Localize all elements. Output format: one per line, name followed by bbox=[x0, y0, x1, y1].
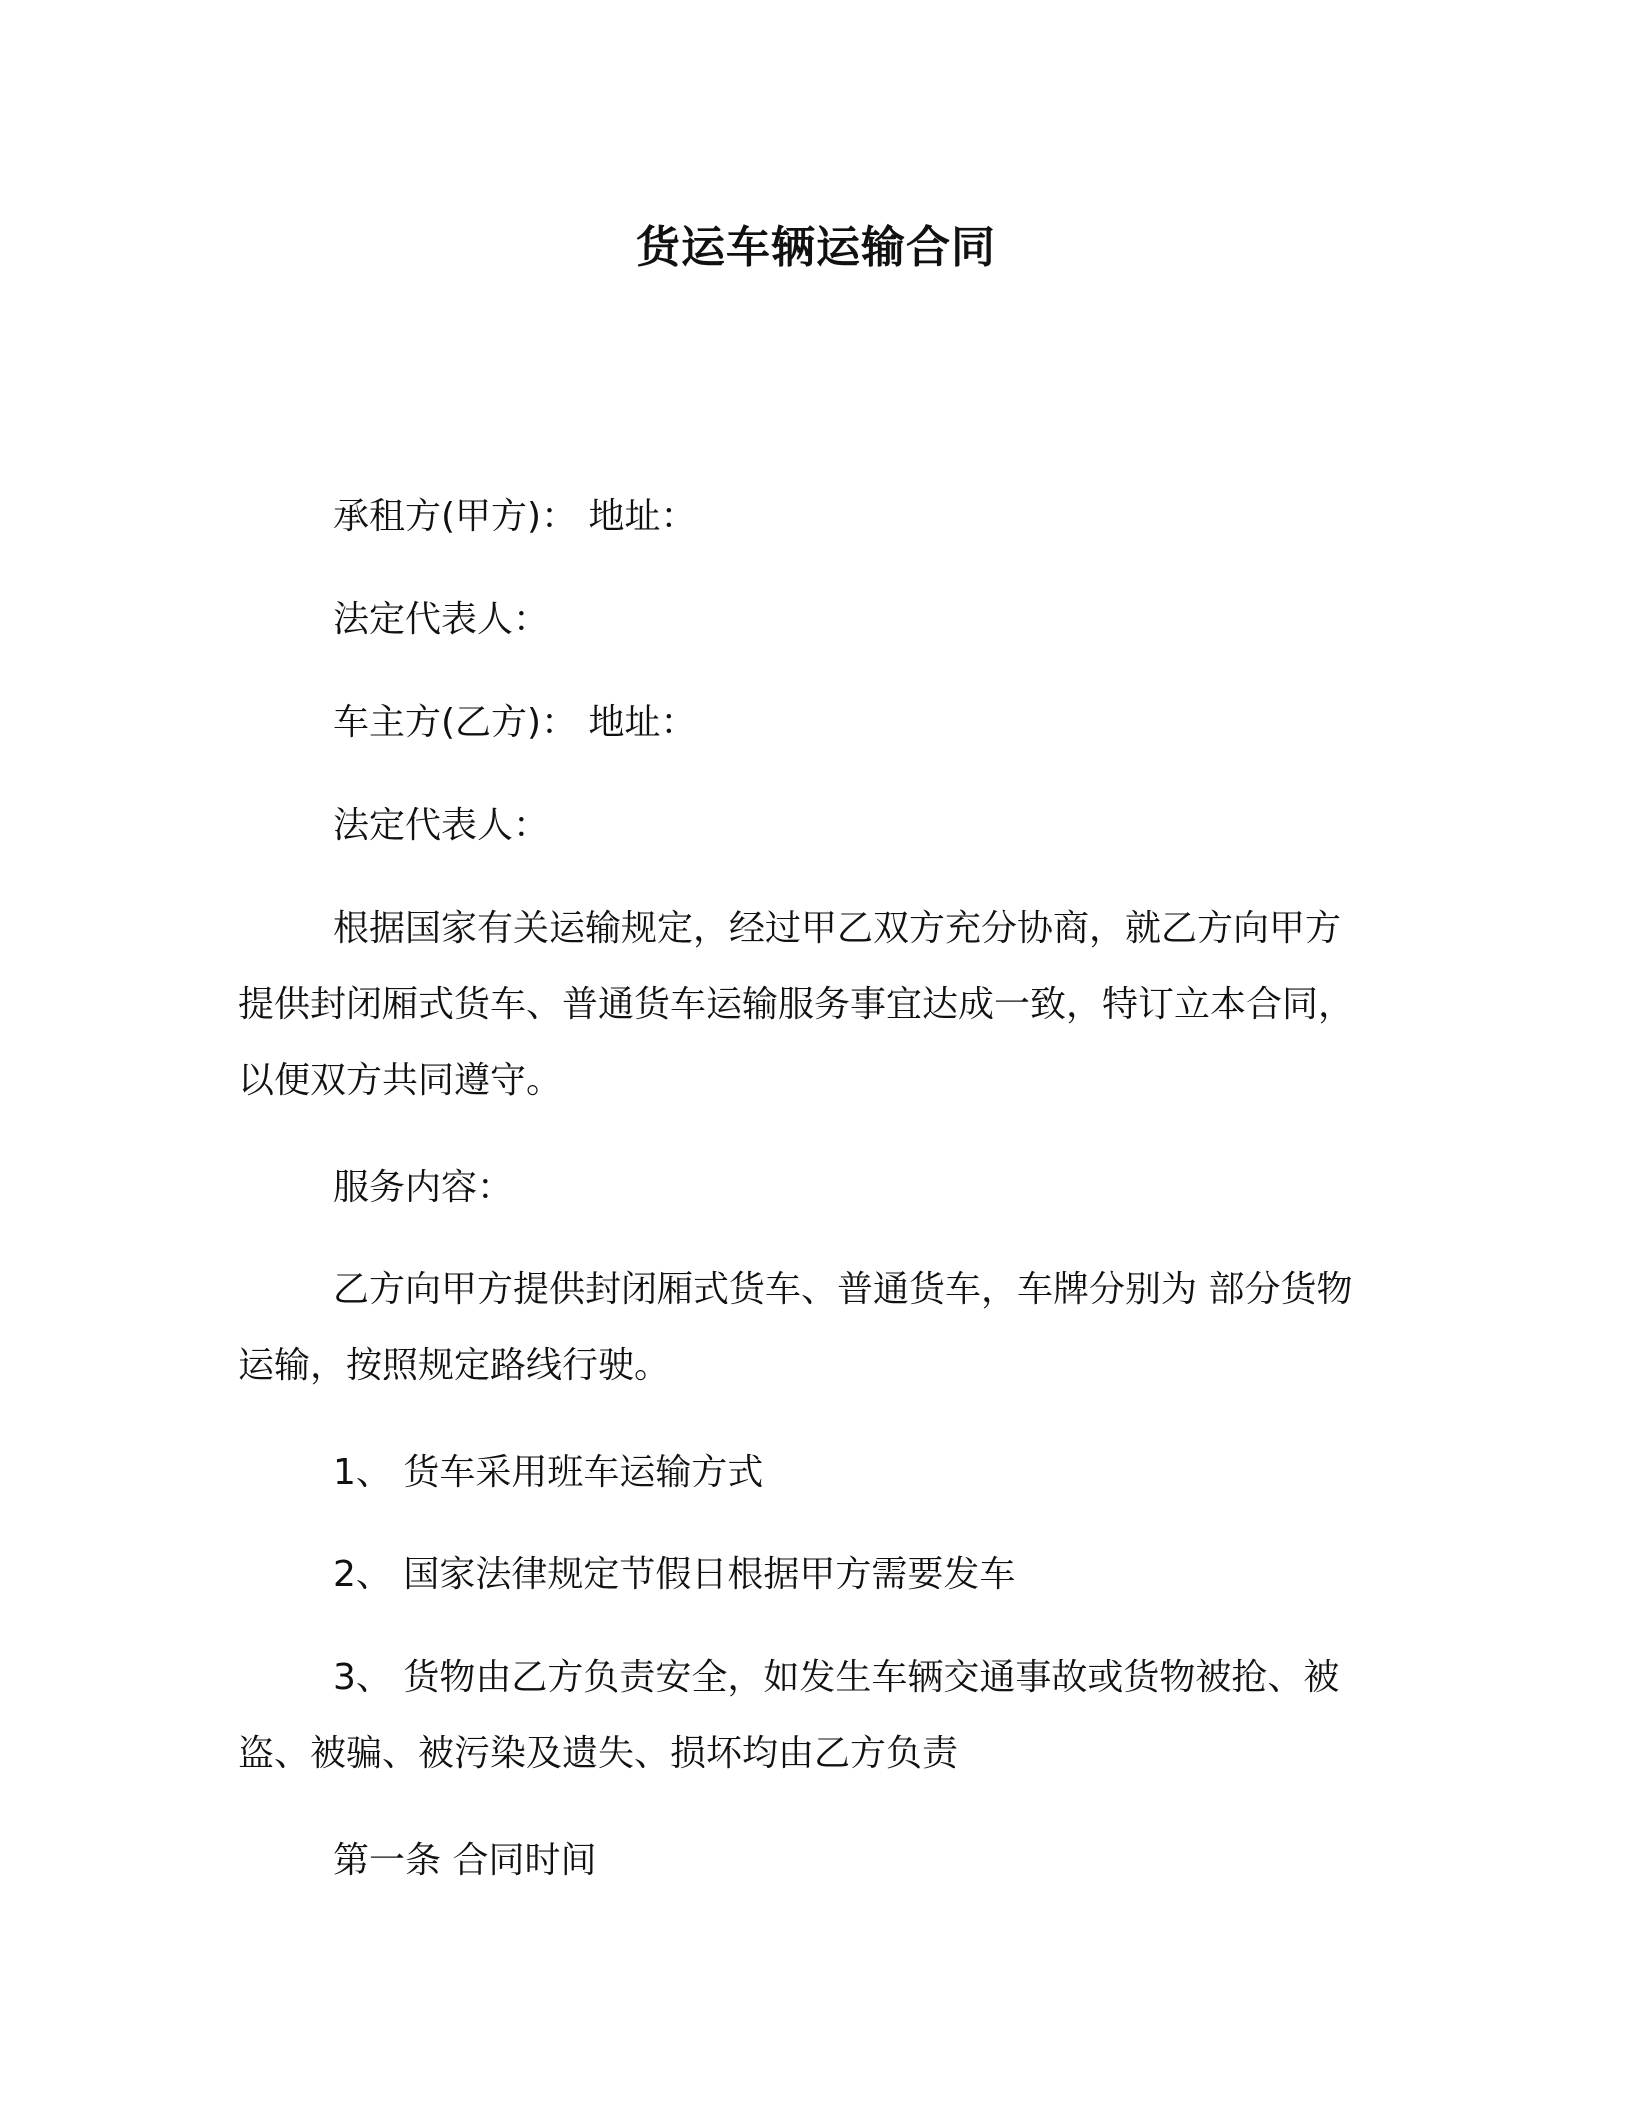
service-item-3-line-1: 3、 货物由乙方负责安全，如发生车辆交通事故或货物被抢、被 bbox=[333, 1657, 1340, 1698]
party-b-line: 车主方(乙方)： 地址： bbox=[333, 702, 697, 743]
preamble-line-2: 提供封闭厢式货车、普通货车运输服务事宜达成一致，特订立本合同， bbox=[238, 984, 1355, 1025]
preamble-line-1: 根据国家有关运输规定，经过甲乙双方充分协商，就乙方向甲方 bbox=[333, 908, 1342, 949]
service-item-3-line-2: 盗、被骗、被污染及遗失、损坏均由乙方负责 bbox=[238, 1733, 959, 1774]
party-a-representative: 法定代表人： bbox=[333, 599, 550, 640]
article-1-heading: 第一条 合同时间 bbox=[333, 1840, 597, 1881]
preamble-line-3: 以便双方共同遵守。 bbox=[238, 1060, 563, 1101]
service-heading: 服务内容： bbox=[333, 1167, 514, 1208]
service-text-line-1: 乙方向甲方提供封闭厢式货车、普通货车，车牌分别为 部分货物 bbox=[333, 1269, 1353, 1310]
service-text-line-2: 运输，按照规定路线行驶。 bbox=[238, 1345, 671, 1386]
service-item-2: 2、 国家法律规定节假日根据甲方需要发车 bbox=[333, 1554, 1016, 1595]
service-item-1: 1、 货车采用班车运输方式 bbox=[333, 1452, 764, 1493]
document-title: 货运车辆运输合同 bbox=[636, 222, 996, 273]
party-a-line: 承租方(甲方)： 地址： bbox=[333, 496, 697, 537]
party-b-representative: 法定代表人： bbox=[333, 805, 550, 846]
